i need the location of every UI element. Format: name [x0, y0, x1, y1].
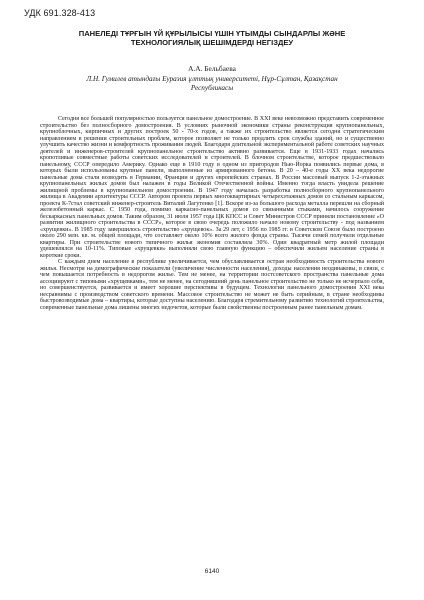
author-name: А.А. Бельбаева [188, 64, 236, 73]
article-title-line-1: ПАНЕЛЕДІ ТҰРҒЫН ҮЙ ҚҰРЫЛЫСЫ ҮШІН ҮТЫМДЫ СЫНДАРЛЫ ЖӘНЕ [78, 29, 346, 38]
paragraph-2: С каждым днем население в республике увеличивается, чем обуславливается острая необходимость строительства нового жилья. Несмотря на демографические показатели (увеличение численности населения), доходы населения неодинаковы, в связи, с чем повышается потребность в недорогом жилье. Тем не менее, на территории постсоветского пространства панельные дома ассоциируют с типовыми «хрущевками», тем не менее, на сегодняшний день панельное строительство не только не исчерпало себя, но совершенствуется, развивается и имеет хорошие перспективы в будущем. Технологии панельного домостроения XXI века несравнимы с производством советского времени. Массовое строительство не может не быть серийным, в стране необходимы быстровозводимые дома – квартиры, которые доступны населению. Благодаря стремительному развитию технологий строительства, современные панельные дома лишены многих недочетов, которые были свойственны построенным ранее панельным домам. [40, 259, 384, 311]
paragraph-1: Сегодня все большей популярностью пользуется панельное домостроение. В XXI веке невозможно представить современное строительство без полносборного домостроения. В условиях рыночной экономики страны реконструкция крупнопанельных, крупноблочных, кирпичных и других построек 50 - 70-х годов, а также их строительство является сегодня стратегическим направлением в решении строительных проблем, которое позволяет не только продлить срок службы зданий, но и существенно улучшить качество жизни и комфортность проживания людей. Благодаря длительной экспериментальной работе советских научных деятелей и инженеров-строителей крупнопанельное строительство активно развивается. Еще в 1931-1933 годах начались кропотливые совместные работы советских исследователей и строителей. В блочном строительстве, которое предшествовало панельному, СССР опередило Америку. Однако еще в 1910 году в одном из пригородов Нью-Йорка появились первые дома, в которых были использованы крупные панели, выполненные из армированного бетона. В 20 – 40-е годы XX века недорогие панельные дома стали возводить в Германии, Франции и других европейских странах. В России массовый выпуск 1-2-этажных крупнопанельных жилых домов был налажен в годы Великой Отечественной войны. Именно тогда власть увидела решение жилищной проблемы в крупнопанельном домостроении. В 1947 году началась разработка полносборного крупнопанельного жилища в Академии архитектуры СССР. Автором проекта первых многоквартирных четырехэтажных домов со стальным каркасом, проекта К-7стал советский инженер-строитель Виталий Лагутенко [1]. Вскоре из-за большого расхода металла перешли на сборный железобетонный каркас. С 1950 года, помимо каркасно-панельных домов со связанными стыками, начилось сооружение бескаркасных панельных домов. Таким образом, 31 июля 1957 года ЦК КПСС и Совет Министров СССР приняли постановление «О развитии жилищного строительства в СССР», которое в свою очередь положило начало новому строительству - под названием «хрущевки». В 1985 году завершилось строительство «хрущевок». За 29 лет, с 1956 по 1985 гг. в Советском Союзе было построено около 290 млн. кв. м. общей площади, что составляет около 10% всего жилого фонда страны. Тысячи семей получили отдельные квартиры. При строительстве нового типичного жилья экономия составляла 30%. Один квадратный метр жилой площади удешевлялся на 10-11%. Типовые «хрущевки» выполняли свою главную функцию – обеспечили жильем население страны в короткие сроки. [40, 116, 384, 259]
body-text [40, 116, 384, 311]
udc-code: УДК 691.328-413 [24, 8, 96, 18]
article-title-line-2: ТЕХНОЛОГИЯЛЫҚ ШЕШІМДЕРДІ НЕГІЗДЕУ [130, 38, 294, 47]
affiliation-line-2: Республикасы [190, 84, 234, 92]
page-number: 6140 [204, 568, 220, 575]
affiliation-line-1: Л.Н. Гумилев атындағы Еуразия ұлттық университеті, Нұр-Сұлтан, Қазақстан [86, 75, 338, 83]
